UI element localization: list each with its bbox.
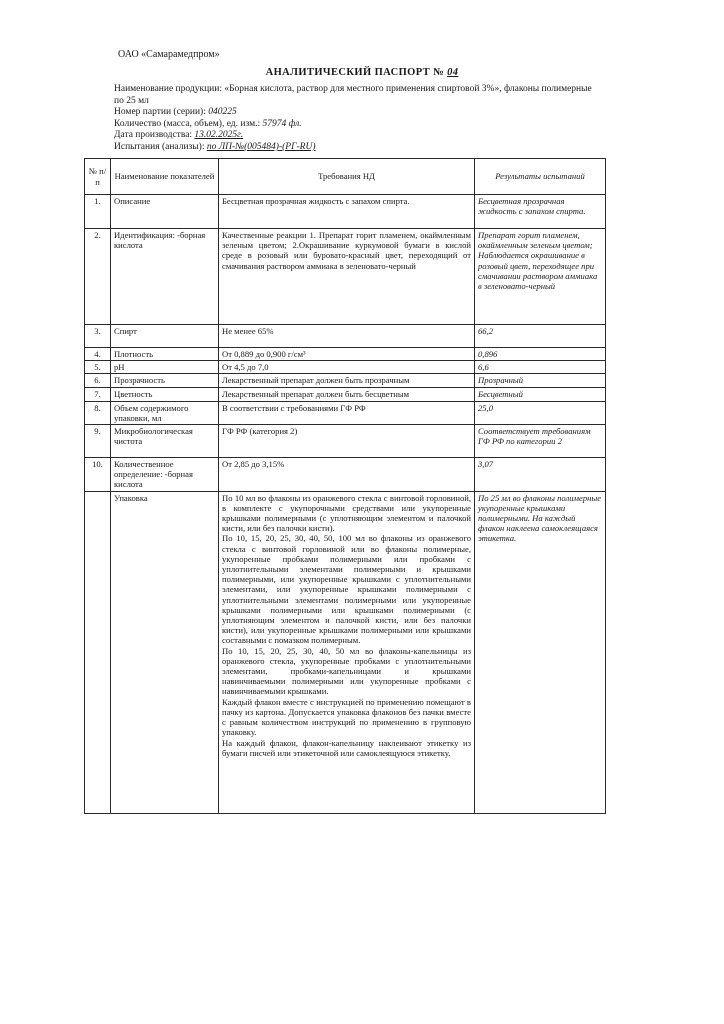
header-num: № п/п xyxy=(85,159,111,195)
row-parameter: Количественное определение: -борная кислота xyxy=(111,458,219,492)
table-row xyxy=(85,401,606,424)
header-req: Требования НД xyxy=(219,159,475,195)
product-label: Наименование продукции: xyxy=(114,84,222,94)
row-requirement: Бесцветная прозрачная жидкость с запахом спирта. xyxy=(219,195,475,229)
table-header-row xyxy=(85,159,606,195)
row-requirement: ГФ РФ (категория 2) xyxy=(219,425,475,458)
row-result: 6,6 xyxy=(475,361,606,374)
batch-label: Номер партии (серии): xyxy=(114,107,206,118)
row-parameter: Микробиологическая чистота xyxy=(111,425,219,458)
row-requirement: От 4,5 до 7,0 xyxy=(219,361,475,374)
product-value: «Борная кислота, раствор для местного применения спиртовой 3%», флаконы полимерные xyxy=(224,84,592,94)
product-name-cont: по 25 мл xyxy=(114,95,149,106)
row-number: 9. xyxy=(85,425,111,458)
row-parameter: Объем содержимого упаковки, мл xyxy=(111,401,219,424)
table-row xyxy=(85,388,606,401)
quantity-value: 57974 фл. xyxy=(262,118,302,129)
row-parameter: pH xyxy=(111,361,219,374)
title-text: АНАЛИТИЧЕСКИЙ ПАСПОРТ № xyxy=(265,67,445,78)
table-row xyxy=(85,374,606,388)
row-number xyxy=(85,491,111,813)
company-name: ОАО «Самарамедпром» xyxy=(118,49,220,60)
product-name-line xyxy=(114,84,614,96)
tests-label: Испытания (анализы): xyxy=(114,141,205,152)
header-name: Наименование показателей xyxy=(111,159,219,195)
row-number: 7. xyxy=(85,388,111,401)
date-label: Дата производства: xyxy=(114,130,193,141)
row-result: Бесцветный xyxy=(475,388,606,401)
table-row xyxy=(85,348,606,361)
row-requirement: Лекарственный препарат должен быть бесцветным xyxy=(219,388,475,401)
row-requirement: Лекарственный препарат должен быть прозрачным xyxy=(219,374,475,388)
row-parameter: Прозрачность xyxy=(111,374,219,388)
table-row xyxy=(85,195,606,229)
packaging-paragraph: По 10, 15, 20, 25, 30, 40, 50, 100 мл во флаконы из оранжевого стекла с винтовой горловиной или во флаконы полимерные, укупоренные пробками полимерными или пробками с уплотнительными элементами полимерными и крышками полимерными, или укупоренные крышками с уплотнительными элементами, или укупоренные крышками полимерными с уплотнительными элементами полимерными или укупоренные крышками полимерными или крышками полимерными (с уплотняющим элементом и палочкой кисти, или без палочки кисти), или укупоренные крышками полимерными или крышками составными с помазком полимерным. xyxy=(222,533,471,646)
table-row xyxy=(85,361,606,374)
batch-value: 040225 xyxy=(208,107,237,118)
row-parameter: Спирт xyxy=(111,325,219,348)
quantity-label: Количество (масса, объем), ед. изм.: xyxy=(114,118,261,129)
row-parameter: Идентификация: -борная кислота xyxy=(111,229,219,325)
table-row xyxy=(85,458,606,492)
product-info xyxy=(114,84,614,154)
row-result: 66,2 xyxy=(475,325,606,348)
row-requirement: Не менее 65% xyxy=(219,325,475,348)
header-res: Результаты испытаний xyxy=(475,159,606,195)
row-requirement: В соответствии с требованиями ГФ РФ xyxy=(219,401,475,424)
row-parameter: Описание xyxy=(111,195,219,229)
tests-value: по ЛП-№(005484)-(РГ-RU) xyxy=(206,141,316,152)
passport-number: 04 xyxy=(447,67,459,78)
table-row xyxy=(85,425,606,458)
row-number: 8. xyxy=(85,401,111,424)
packaging-paragraph: По 10, 15, 20, 25, 30, 40, 50 мл во флаконы-капельницы из оранжевого стекла, укупоренные пробками с уплотнительными элементами, пробками-капельницами и крышками навинчиваемыми полимерными или укупоренные пробками с навинчиваемыми крышками. xyxy=(222,645,471,697)
table-row xyxy=(85,229,606,325)
row-number: 10. xyxy=(85,458,111,492)
packaging-paragraph: По 10 мл во флаконы из оранжевого стекла с винтовой горловиной, в комплекте с укупорочными средствами или укупоренные крышками полимерными (с уплотняющим элементом и палочкой кисти, или без палочки кисти). xyxy=(222,492,471,534)
table-row-packaging xyxy=(85,491,606,813)
specification-table xyxy=(84,158,606,814)
document-title xyxy=(0,67,724,78)
row-number: 4. xyxy=(85,348,111,361)
batch-line xyxy=(114,107,614,119)
row-number: 1. xyxy=(85,195,111,229)
table-row xyxy=(85,325,606,348)
row-result: По 25 мл во флаконы полимерные укупоренные крышками полимерными. На каждый флакон наклеена самоклеящаяся этикетка. xyxy=(475,491,606,813)
row-result: 25,0 xyxy=(475,401,606,424)
row-result: 0,896 xyxy=(475,348,606,361)
row-requirement: Качественные реакции 1. Препарат горит пламенем, окаймленным зеленым цветом; 2.Окрашивание куркумовой бумаги в кислой среде в розовый или буровато-красный цвет, переходящий от смачивания раствором аммиака в зеленовато-черный xyxy=(219,229,475,325)
row-number: 2. xyxy=(85,229,111,325)
row-parameter: Цветность xyxy=(111,388,219,401)
row-result: 3,07 xyxy=(475,458,606,492)
row-result: Прозрачный xyxy=(475,374,606,388)
row-number: 3. xyxy=(85,325,111,348)
date-value: 13.02.2025г. xyxy=(194,130,244,141)
row-result: Соответствует требованиям ГФ РФ по категории 2 xyxy=(475,425,606,458)
row-result: Бесцветная прозрачная жидкость с запахом спирта. xyxy=(475,195,606,229)
row-requirement: От 0,889 до 0,900 г/см³ xyxy=(219,348,475,361)
row-requirement: От 2,85 до 3,15% xyxy=(219,458,475,492)
date-line xyxy=(114,130,614,142)
packaging-paragraph: На каждый флакон, флакон-капельницу наклеивают этикетку из бумаги писчей или этикеточной или самоклеящуюся этикетку. xyxy=(222,737,471,758)
row-parameter: Плотность xyxy=(111,348,219,361)
packaging-paragraph: Каждый флакон вместе с инструкцией по применению помещают в пачку из картона. Допускается упаковка флаконов без пачки вместе с равным количеством инструкций по применению в групповую упаковку. xyxy=(222,696,471,738)
row-number: 6. xyxy=(85,374,111,388)
row-number: 5. xyxy=(85,361,111,374)
row-result: Препарат горит пламенем, окаймленным зеленым цветом; Наблюдается окрашивание в розовый цвет, переходящее при смачивании раствором аммиака в зеленовато-черный xyxy=(475,229,606,325)
tests-line xyxy=(114,142,614,154)
row-parameter: Упаковка xyxy=(111,491,219,813)
quantity-line xyxy=(114,119,614,131)
row-requirement xyxy=(219,491,475,813)
